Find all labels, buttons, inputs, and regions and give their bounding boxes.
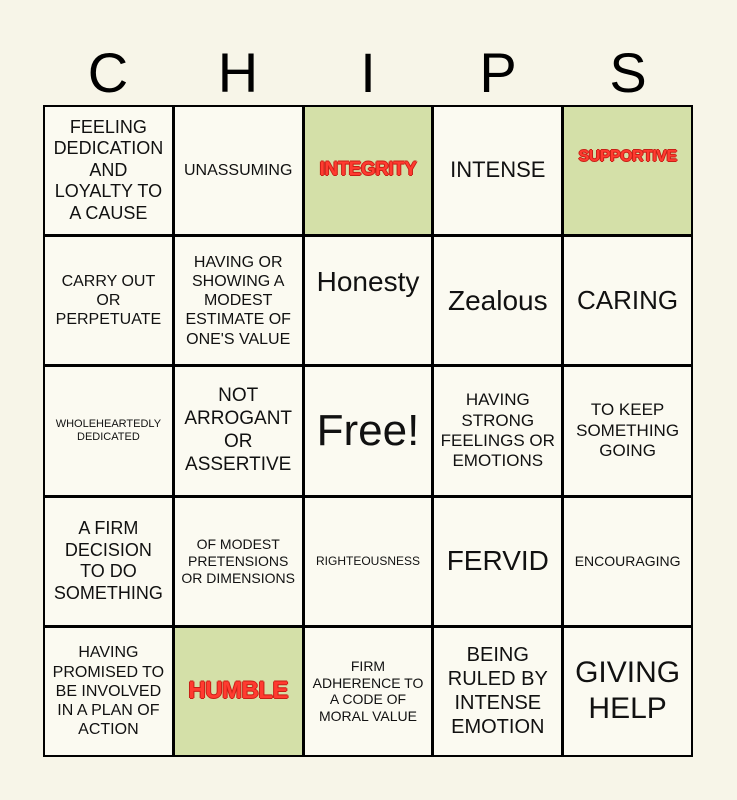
header-letter-s: S <box>609 41 647 104</box>
bingo-cell[interactable]: FIRM ADHERENCE TO A CODE OF MORAL VALUE <box>305 628 432 755</box>
bingo-cell-marked[interactable] <box>175 628 302 755</box>
header-letter-i: I <box>360 41 376 104</box>
bingo-cell[interactable]: HAVING PROMISED TO BE INVOLVED IN A PLAN OF ACTION <box>45 628 172 755</box>
bingo-cell[interactable]: NOT ARROGANT OR ASSERTIVE <box>175 367 302 494</box>
bingo-cell[interactable]: OF MODEST PRETENSIONS OR DIMENSIONS <box>175 498 302 625</box>
bingo-cell[interactable]: CARRY OUT OR PERPETUATE <box>45 237 172 364</box>
bingo-cell[interactable]: RIGHTEOUSNESS <box>305 498 432 625</box>
bingo-cell[interactable]: Zealous <box>434 237 561 364</box>
bingo-cell[interactable]: GIVING HELP <box>564 628 691 755</box>
bingo-cell[interactable]: CARING <box>564 237 691 364</box>
bingo-cell[interactable]: UNASSUMING <box>175 107 302 234</box>
bingo-cell[interactable]: A FIRM DECISION TO DO SOMETHING <box>45 498 172 625</box>
marked-stamp: INTEGRITY <box>319 159 417 181</box>
bingo-cell[interactable]: ENCOURAGING <box>564 498 691 625</box>
bingo-cell[interactable]: FERVID <box>434 498 561 625</box>
bingo-cell[interactable]: TO KEEP SOMETHING GOING <box>564 367 691 494</box>
bingo-header <box>43 38 693 108</box>
bingo-cell[interactable]: BEING RULED BY INTENSE EMOTION <box>434 628 561 755</box>
bingo-cell[interactable]: Honesty <box>305 237 432 364</box>
bingo-cell[interactable]: INTENSE <box>434 107 561 234</box>
bingo-cell[interactable]: WHOLEHEARTEDLY DEDICATED <box>45 367 172 494</box>
bingo-cell[interactable]: HAVING STRONG FEELINGS OR EMOTIONS <box>434 367 561 494</box>
bingo-cell[interactable]: FEELING DEDICATION AND LOYALTY TO A CAUSE <box>45 107 172 234</box>
bingo-cell-marked[interactable] <box>564 107 691 234</box>
header-letter-c: C <box>87 41 129 104</box>
bingo-cell-free[interactable]: Free! <box>305 367 432 494</box>
marked-stamp: SUPPORTIVE <box>578 148 677 165</box>
header-letter-h: H <box>217 41 259 104</box>
bingo-card <box>43 105 693 757</box>
bingo-cell-marked[interactable] <box>305 107 432 234</box>
bingo-cell[interactable]: HAVING OR SHOWING A MODEST ESTIMATE OF ONE'S VALUE <box>175 237 302 364</box>
header-letter-p: P <box>479 41 517 104</box>
marked-stamp: HUMBLE <box>188 676 289 704</box>
